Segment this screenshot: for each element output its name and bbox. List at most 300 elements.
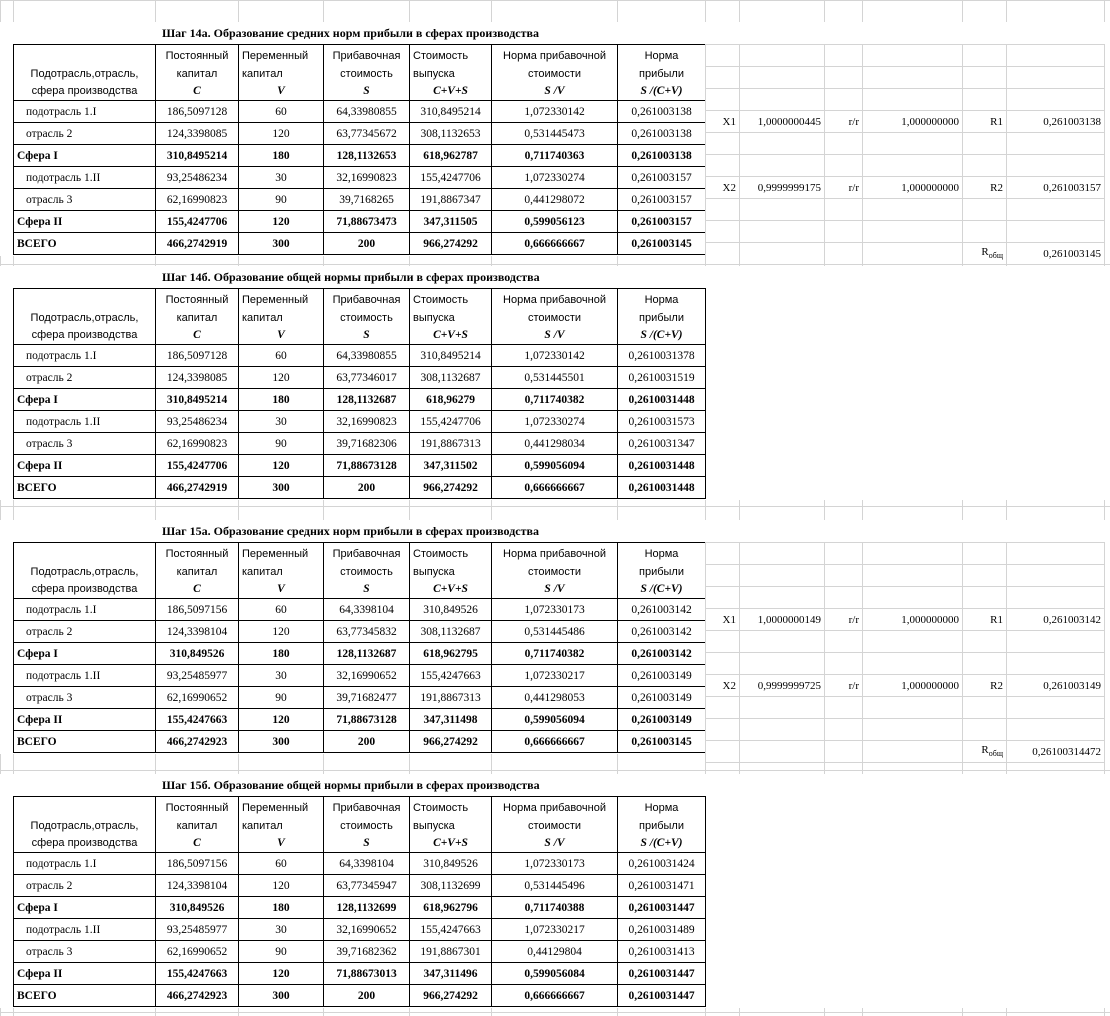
cell-surplus-rate[interactable]: 1,072330217 bbox=[492, 919, 618, 941]
empty-cell[interactable] bbox=[1007, 697, 1105, 719]
row-label[interactable]: Сфера II bbox=[14, 455, 156, 477]
cell-constant-capital[interactable]: 155,4247706 bbox=[156, 455, 239, 477]
cell-profit-rate[interactable]: 0,261003157 bbox=[618, 211, 706, 233]
rr-value[interactable]: 1,000000000 bbox=[863, 111, 963, 133]
empty-cell[interactable] bbox=[825, 45, 863, 67]
cell-variable-capital[interactable]: 180 bbox=[239, 389, 324, 411]
empty-cell[interactable] bbox=[863, 741, 963, 763]
cell-profit-rate[interactable]: 0,261003145 bbox=[618, 233, 706, 255]
cell-output-value[interactable]: 155,4247706 bbox=[410, 167, 492, 189]
cell-profit-rate[interactable]: 0,261003149 bbox=[618, 665, 706, 687]
cell-output-value[interactable]: 966,274292 bbox=[410, 731, 492, 753]
row-label[interactable]: Сфера II bbox=[14, 709, 156, 731]
empty-cell[interactable] bbox=[740, 719, 825, 741]
cell-constant-capital[interactable]: 186,5097128 bbox=[156, 345, 239, 367]
cell-surplus-value[interactable]: 128,1132687 bbox=[324, 643, 410, 665]
cell-surplus-value[interactable]: 39,71682362 bbox=[324, 941, 410, 963]
empty-cell[interactable] bbox=[825, 543, 863, 565]
empty-cell[interactable] bbox=[706, 543, 740, 565]
rr-label[interactable]: r/r bbox=[825, 609, 863, 631]
cell-surplus-rate[interactable]: 0,666666667 bbox=[492, 985, 618, 1007]
empty-cell[interactable] bbox=[863, 133, 963, 155]
empty-cell[interactable] bbox=[1007, 565, 1105, 587]
row-label[interactable]: подотрасль 1.I bbox=[14, 599, 156, 621]
cell-profit-rate[interactable]: 0,2610031447 bbox=[618, 897, 706, 919]
empty-cell[interactable] bbox=[740, 653, 825, 675]
empty-cell[interactable] bbox=[863, 653, 963, 675]
empty-cell[interactable] bbox=[1007, 653, 1105, 675]
empty-cell[interactable] bbox=[825, 133, 863, 155]
x-value[interactable]: 1,0000000149 bbox=[740, 609, 825, 631]
cell-variable-capital[interactable]: 120 bbox=[239, 211, 324, 233]
empty-cell[interactable] bbox=[1007, 631, 1105, 653]
empty-cell[interactable] bbox=[825, 565, 863, 587]
x-label[interactable]: X2 bbox=[706, 675, 740, 697]
empty-cell[interactable] bbox=[706, 155, 740, 177]
empty-cell[interactable] bbox=[825, 243, 863, 265]
cell-profit-rate[interactable]: 0,2610031424 bbox=[618, 853, 706, 875]
cell-surplus-value[interactable]: 63,77345947 bbox=[324, 875, 410, 897]
cell-surplus-rate[interactable]: 0,599056094 bbox=[492, 709, 618, 731]
empty-cell[interactable] bbox=[740, 45, 825, 67]
cell-surplus-rate[interactable]: 0,441298053 bbox=[492, 687, 618, 709]
cell-surplus-rate[interactable]: 1,072330274 bbox=[492, 411, 618, 433]
empty-cell[interactable] bbox=[863, 543, 963, 565]
cell-output-value[interactable]: 308,1132687 bbox=[410, 621, 492, 643]
cell-profit-rate[interactable]: 0,2610031448 bbox=[618, 477, 706, 499]
empty-cell[interactable] bbox=[963, 155, 1007, 177]
empty-cell[interactable] bbox=[706, 719, 740, 741]
cell-constant-capital[interactable]: 155,4247706 bbox=[156, 211, 239, 233]
empty-cell[interactable] bbox=[706, 741, 740, 763]
cell-output-value[interactable]: 966,274292 bbox=[410, 985, 492, 1007]
r-value[interactable]: 0,261003157 bbox=[1007, 177, 1105, 199]
cell-output-value[interactable]: 155,4247706 bbox=[410, 411, 492, 433]
cell-constant-capital[interactable]: 124,3398085 bbox=[156, 367, 239, 389]
cell-constant-capital[interactable]: 186,5097156 bbox=[156, 599, 239, 621]
cell-constant-capital[interactable]: 62,16990823 bbox=[156, 189, 239, 211]
empty-cell[interactable] bbox=[825, 155, 863, 177]
cell-variable-capital[interactable]: 60 bbox=[239, 101, 324, 123]
empty-cell[interactable] bbox=[963, 133, 1007, 155]
row-label[interactable]: Сфера I bbox=[14, 389, 156, 411]
cell-surplus-value[interactable]: 63,77345832 bbox=[324, 621, 410, 643]
x-value[interactable]: 1,0000000445 bbox=[740, 111, 825, 133]
cell-profit-rate[interactable]: 0,2610031471 bbox=[618, 875, 706, 897]
cell-profit-rate[interactable]: 0,2610031347 bbox=[618, 433, 706, 455]
row-label[interactable]: Сфера II bbox=[14, 211, 156, 233]
cell-constant-capital[interactable]: 62,16990652 bbox=[156, 941, 239, 963]
cell-output-value[interactable]: 618,962787 bbox=[410, 145, 492, 167]
cell-surplus-value[interactable]: 63,77345672 bbox=[324, 123, 410, 145]
r-total-label[interactable]: $R_{общ}$ bbox=[963, 741, 1007, 763]
cell-surplus-value[interactable]: 200 bbox=[324, 477, 410, 499]
row-label[interactable]: ВСЕГО bbox=[14, 731, 156, 753]
rr-value[interactable]: 1,000000000 bbox=[863, 177, 963, 199]
x-label[interactable]: X1 bbox=[706, 609, 740, 631]
empty-cell[interactable] bbox=[740, 243, 825, 265]
cell-surplus-rate[interactable]: 0,44129804 bbox=[492, 941, 618, 963]
empty-cell[interactable] bbox=[963, 67, 1007, 89]
cell-constant-capital[interactable]: 124,3398085 bbox=[156, 123, 239, 145]
x-label[interactable]: X2 bbox=[706, 177, 740, 199]
cell-profit-rate[interactable]: 0,261003145 bbox=[618, 731, 706, 753]
cell-profit-rate[interactable]: 0,2610031448 bbox=[618, 455, 706, 477]
cell-surplus-value[interactable]: 71,88673013 bbox=[324, 963, 410, 985]
cell-output-value[interactable]: 310,849526 bbox=[410, 599, 492, 621]
empty-cell[interactable] bbox=[863, 565, 963, 587]
cell-surplus-rate[interactable]: 1,072330217 bbox=[492, 665, 618, 687]
empty-cell[interactable] bbox=[825, 697, 863, 719]
cell-variable-capital[interactable]: 180 bbox=[239, 897, 324, 919]
cell-surplus-rate[interactable]: 1,072330173 bbox=[492, 853, 618, 875]
empty-cell[interactable] bbox=[825, 199, 863, 221]
r-value[interactable]: 0,261003149 bbox=[1007, 675, 1105, 697]
cell-output-value[interactable]: 310,8495214 bbox=[410, 345, 492, 367]
empty-cell[interactable] bbox=[963, 89, 1007, 111]
cell-constant-capital[interactable]: 124,3398104 bbox=[156, 621, 239, 643]
cell-surplus-value[interactable]: 64,33980855 bbox=[324, 101, 410, 123]
empty-cell[interactable] bbox=[740, 697, 825, 719]
cell-variable-capital[interactable]: 300 bbox=[239, 233, 324, 255]
cell-surplus-value[interactable]: 128,1132653 bbox=[324, 145, 410, 167]
cell-constant-capital[interactable]: 310,849526 bbox=[156, 643, 239, 665]
x-label[interactable]: X1 bbox=[706, 111, 740, 133]
row-label[interactable]: отрасль 3 bbox=[14, 941, 156, 963]
cell-surplus-value[interactable]: 39,7168265 bbox=[324, 189, 410, 211]
empty-cell[interactable] bbox=[706, 45, 740, 67]
cell-surplus-rate[interactable]: 0,599056084 bbox=[492, 963, 618, 985]
row-label[interactable]: Сфера I bbox=[14, 145, 156, 167]
r-total-label[interactable]: $R_{общ}$ bbox=[963, 243, 1007, 265]
cell-output-value[interactable]: 618,962795 bbox=[410, 643, 492, 665]
cell-profit-rate[interactable]: 0,261003142 bbox=[618, 643, 706, 665]
empty-cell[interactable] bbox=[1007, 45, 1105, 67]
cell-constant-capital[interactable]: 155,4247663 bbox=[156, 709, 239, 731]
cell-variable-capital[interactable]: 120 bbox=[239, 875, 324, 897]
x-value[interactable]: 0,9999999175 bbox=[740, 177, 825, 199]
cell-surplus-rate[interactable]: 0,531445501 bbox=[492, 367, 618, 389]
cell-surplus-value[interactable]: 39,71682306 bbox=[324, 433, 410, 455]
empty-cell[interactable] bbox=[825, 631, 863, 653]
empty-cell[interactable] bbox=[825, 653, 863, 675]
cell-output-value[interactable]: 191,8867313 bbox=[410, 433, 492, 455]
empty-cell[interactable] bbox=[963, 543, 1007, 565]
empty-cell[interactable] bbox=[740, 155, 825, 177]
cell-output-value[interactable]: 618,96279 bbox=[410, 389, 492, 411]
row-label[interactable]: ВСЕГО bbox=[14, 233, 156, 255]
cell-profit-rate[interactable]: 0,261003157 bbox=[618, 189, 706, 211]
empty-cell[interactable] bbox=[863, 45, 963, 67]
empty-cell[interactable] bbox=[825, 89, 863, 111]
row-label[interactable]: подотрасль 1.I bbox=[14, 345, 156, 367]
row-label[interactable]: Сфера I bbox=[14, 897, 156, 919]
cell-variable-capital[interactable]: 90 bbox=[239, 433, 324, 455]
cell-surplus-rate[interactable]: 0,599056123 bbox=[492, 211, 618, 233]
empty-cell[interactable] bbox=[863, 587, 963, 609]
r-label[interactable]: R1 bbox=[963, 111, 1007, 133]
r-total-value[interactable]: 0,26100314472 bbox=[1007, 741, 1105, 763]
cell-profit-rate[interactable]: 0,261003138 bbox=[618, 145, 706, 167]
cell-surplus-rate[interactable]: 0,666666667 bbox=[492, 731, 618, 753]
empty-cell[interactable] bbox=[706, 221, 740, 243]
cell-constant-capital[interactable]: 186,5097128 bbox=[156, 101, 239, 123]
empty-cell[interactable] bbox=[706, 697, 740, 719]
r-value[interactable]: 0,261003138 bbox=[1007, 111, 1105, 133]
cell-surplus-value[interactable]: 32,16990823 bbox=[324, 167, 410, 189]
empty-cell[interactable] bbox=[740, 587, 825, 609]
empty-cell[interactable] bbox=[863, 67, 963, 89]
cell-profit-rate[interactable]: 0,2610031447 bbox=[618, 963, 706, 985]
cell-surplus-rate[interactable]: 0,599056094 bbox=[492, 455, 618, 477]
cell-constant-capital[interactable]: 93,25486234 bbox=[156, 167, 239, 189]
cell-profit-rate[interactable]: 0,261003142 bbox=[618, 599, 706, 621]
rr-value[interactable]: 1,000000000 bbox=[863, 609, 963, 631]
cell-constant-capital[interactable]: 466,2742919 bbox=[156, 477, 239, 499]
cell-variable-capital[interactable]: 30 bbox=[239, 919, 324, 941]
cell-output-value[interactable]: 966,274292 bbox=[410, 477, 492, 499]
cell-output-value[interactable]: 618,962796 bbox=[410, 897, 492, 919]
row-label[interactable]: отрасль 3 bbox=[14, 433, 156, 455]
cell-output-value[interactable]: 347,311505 bbox=[410, 211, 492, 233]
cell-variable-capital[interactable]: 120 bbox=[239, 123, 324, 145]
cell-constant-capital[interactable]: 62,16990652 bbox=[156, 687, 239, 709]
rr-label[interactable]: r/r bbox=[825, 111, 863, 133]
empty-cell[interactable] bbox=[706, 587, 740, 609]
empty-cell[interactable] bbox=[740, 67, 825, 89]
cell-output-value[interactable]: 155,4247663 bbox=[410, 919, 492, 941]
empty-cell[interactable] bbox=[706, 653, 740, 675]
cell-surplus-rate[interactable]: 0,711740382 bbox=[492, 389, 618, 411]
row-label[interactable]: подотрасль 1.II bbox=[14, 919, 156, 941]
r-total-value[interactable]: 0,261003145 bbox=[1007, 243, 1105, 265]
empty-cell[interactable] bbox=[863, 243, 963, 265]
empty-cell[interactable] bbox=[706, 133, 740, 155]
cell-output-value[interactable]: 347,311496 bbox=[410, 963, 492, 985]
empty-cell[interactable] bbox=[1007, 155, 1105, 177]
empty-cell[interactable] bbox=[825, 587, 863, 609]
cell-constant-capital[interactable]: 155,4247663 bbox=[156, 963, 239, 985]
cell-output-value[interactable]: 191,8867301 bbox=[410, 941, 492, 963]
cell-surplus-rate[interactable]: 0,666666667 bbox=[492, 233, 618, 255]
empty-cell[interactable] bbox=[706, 89, 740, 111]
empty-cell[interactable] bbox=[1007, 543, 1105, 565]
cell-surplus-rate[interactable]: 0,711740363 bbox=[492, 145, 618, 167]
cell-output-value[interactable]: 191,8867313 bbox=[410, 687, 492, 709]
rr-label[interactable]: r/r bbox=[825, 675, 863, 697]
cell-surplus-value[interactable]: 200 bbox=[324, 731, 410, 753]
empty-cell[interactable] bbox=[740, 199, 825, 221]
empty-cell[interactable] bbox=[825, 221, 863, 243]
cell-output-value[interactable]: 308,1132653 bbox=[410, 123, 492, 145]
row-label[interactable]: подотрасль 1.II bbox=[14, 665, 156, 687]
cell-surplus-rate[interactable]: 1,072330274 bbox=[492, 167, 618, 189]
empty-cell[interactable] bbox=[963, 199, 1007, 221]
empty-cell[interactable] bbox=[863, 199, 963, 221]
cell-variable-capital[interactable]: 300 bbox=[239, 477, 324, 499]
cell-constant-capital[interactable]: 93,25485977 bbox=[156, 919, 239, 941]
empty-cell[interactable] bbox=[963, 719, 1007, 741]
empty-cell[interactable] bbox=[1007, 719, 1105, 741]
empty-cell[interactable] bbox=[1007, 587, 1105, 609]
cell-profit-rate[interactable]: 0,261003142 bbox=[618, 621, 706, 643]
cell-surplus-value[interactable]: 32,16990652 bbox=[324, 665, 410, 687]
x-value[interactable]: 0,9999999725 bbox=[740, 675, 825, 697]
cell-surplus-rate[interactable]: 0,531445473 bbox=[492, 123, 618, 145]
cell-profit-rate[interactable]: 0,2610031573 bbox=[618, 411, 706, 433]
empty-cell[interactable] bbox=[825, 719, 863, 741]
cell-variable-capital[interactable]: 30 bbox=[239, 167, 324, 189]
row-label[interactable]: подотрасль 1.II bbox=[14, 167, 156, 189]
empty-cell[interactable] bbox=[740, 565, 825, 587]
row-label[interactable]: отрасль 2 bbox=[14, 123, 156, 145]
cell-surplus-rate[interactable]: 0,711740388 bbox=[492, 897, 618, 919]
cell-surplus-rate[interactable]: 0,531445496 bbox=[492, 875, 618, 897]
row-label[interactable]: отрасль 2 bbox=[14, 875, 156, 897]
cell-variable-capital[interactable]: 60 bbox=[239, 853, 324, 875]
empty-cell[interactable] bbox=[706, 243, 740, 265]
row-label[interactable]: Сфера II bbox=[14, 963, 156, 985]
empty-cell[interactable] bbox=[1007, 221, 1105, 243]
cell-variable-capital[interactable]: 30 bbox=[239, 411, 324, 433]
empty-cell[interactable] bbox=[963, 697, 1007, 719]
cell-output-value[interactable]: 155,4247663 bbox=[410, 665, 492, 687]
empty-cell[interactable] bbox=[963, 587, 1007, 609]
cell-profit-rate[interactable]: 0,2610031519 bbox=[618, 367, 706, 389]
cell-constant-capital[interactable]: 93,25486234 bbox=[156, 411, 239, 433]
empty-cell[interactable] bbox=[740, 133, 825, 155]
cell-surplus-value[interactable]: 32,16990823 bbox=[324, 411, 410, 433]
row-label[interactable]: ВСЕГО bbox=[14, 985, 156, 1007]
cell-variable-capital[interactable]: 180 bbox=[239, 145, 324, 167]
empty-cell[interactable] bbox=[706, 631, 740, 653]
cell-constant-capital[interactable]: 124,3398104 bbox=[156, 875, 239, 897]
row-label[interactable]: Сфера I bbox=[14, 643, 156, 665]
empty-cell[interactable] bbox=[863, 719, 963, 741]
empty-cell[interactable] bbox=[863, 155, 963, 177]
cell-variable-capital[interactable]: 120 bbox=[239, 455, 324, 477]
cell-constant-capital[interactable]: 466,2742923 bbox=[156, 731, 239, 753]
cell-variable-capital[interactable]: 300 bbox=[239, 985, 324, 1007]
cell-surplus-value[interactable]: 64,3398104 bbox=[324, 599, 410, 621]
empty-cell[interactable] bbox=[706, 199, 740, 221]
cell-variable-capital[interactable]: 180 bbox=[239, 643, 324, 665]
cell-profit-rate[interactable]: 0,261003149 bbox=[618, 687, 706, 709]
r-label[interactable]: R2 bbox=[963, 675, 1007, 697]
cell-surplus-rate[interactable]: 0,441298072 bbox=[492, 189, 618, 211]
cell-constant-capital[interactable]: 310,849526 bbox=[156, 897, 239, 919]
empty-cell[interactable] bbox=[740, 741, 825, 763]
row-label[interactable]: подотрасль 1.I bbox=[14, 101, 156, 123]
cell-surplus-value[interactable]: 71,88673128 bbox=[324, 709, 410, 731]
empty-cell[interactable] bbox=[863, 221, 963, 243]
cell-constant-capital[interactable]: 466,2742919 bbox=[156, 233, 239, 255]
cell-profit-rate[interactable]: 0,2610031489 bbox=[618, 919, 706, 941]
cell-constant-capital[interactable]: 93,25485977 bbox=[156, 665, 239, 687]
cell-output-value[interactable]: 310,849526 bbox=[410, 853, 492, 875]
cell-constant-capital[interactable]: 466,2742923 bbox=[156, 985, 239, 1007]
cell-variable-capital[interactable]: 60 bbox=[239, 599, 324, 621]
cell-profit-rate[interactable]: 0,2610031447 bbox=[618, 985, 706, 1007]
cell-profit-rate[interactable]: 0,261003157 bbox=[618, 167, 706, 189]
rr-value[interactable]: 1,000000000 bbox=[863, 675, 963, 697]
empty-cell[interactable] bbox=[863, 89, 963, 111]
cell-constant-capital[interactable]: 310,8495214 bbox=[156, 389, 239, 411]
cell-surplus-rate[interactable]: 0,441298034 bbox=[492, 433, 618, 455]
cell-surplus-value[interactable]: 63,77346017 bbox=[324, 367, 410, 389]
cell-surplus-value[interactable]: 64,3398104 bbox=[324, 853, 410, 875]
cell-output-value[interactable]: 347,311502 bbox=[410, 455, 492, 477]
empty-cell[interactable] bbox=[1007, 67, 1105, 89]
cell-output-value[interactable]: 347,311498 bbox=[410, 709, 492, 731]
cell-surplus-rate[interactable]: 1,072330142 bbox=[492, 345, 618, 367]
empty-cell[interactable] bbox=[863, 697, 963, 719]
cell-surplus-value[interactable]: 32,16990652 bbox=[324, 919, 410, 941]
cell-variable-capital[interactable]: 90 bbox=[239, 189, 324, 211]
empty-cell[interactable] bbox=[963, 45, 1007, 67]
cell-surplus-value[interactable]: 71,88673128 bbox=[324, 455, 410, 477]
rr-label[interactable]: r/r bbox=[825, 177, 863, 199]
cell-variable-capital[interactable]: 30 bbox=[239, 665, 324, 687]
cell-profit-rate[interactable]: 0,261003138 bbox=[618, 123, 706, 145]
empty-cell[interactable] bbox=[740, 89, 825, 111]
cell-output-value[interactable]: 310,8495214 bbox=[410, 101, 492, 123]
empty-cell[interactable] bbox=[963, 653, 1007, 675]
cell-variable-capital[interactable]: 60 bbox=[239, 345, 324, 367]
cell-output-value[interactable]: 308,1132699 bbox=[410, 875, 492, 897]
cell-surplus-rate[interactable]: 0,666666667 bbox=[492, 477, 618, 499]
cell-output-value[interactable]: 966,274292 bbox=[410, 233, 492, 255]
empty-cell[interactable] bbox=[963, 565, 1007, 587]
cell-variable-capital[interactable]: 120 bbox=[239, 709, 324, 731]
row-label[interactable]: подотрасль 1.I bbox=[14, 853, 156, 875]
r-value[interactable]: 0,261003142 bbox=[1007, 609, 1105, 631]
cell-surplus-value[interactable]: 128,1132687 bbox=[324, 389, 410, 411]
cell-surplus-value[interactable]: 71,88673473 bbox=[324, 211, 410, 233]
row-label[interactable]: отрасль 2 bbox=[14, 621, 156, 643]
cell-variable-capital[interactable]: 90 bbox=[239, 687, 324, 709]
row-label[interactable]: отрасль 3 bbox=[14, 189, 156, 211]
cell-output-value[interactable]: 308,1132687 bbox=[410, 367, 492, 389]
row-label[interactable]: отрасль 2 bbox=[14, 367, 156, 389]
cell-output-value[interactable]: 191,8867347 bbox=[410, 189, 492, 211]
empty-cell[interactable] bbox=[1007, 133, 1105, 155]
empty-cell[interactable] bbox=[740, 221, 825, 243]
cell-surplus-rate[interactable]: 0,531445486 bbox=[492, 621, 618, 643]
cell-surplus-rate[interactable]: 1,072330142 bbox=[492, 101, 618, 123]
cell-variable-capital[interactable]: 120 bbox=[239, 367, 324, 389]
cell-surplus-value[interactable]: 200 bbox=[324, 233, 410, 255]
cell-constant-capital[interactable]: 62,16990823 bbox=[156, 433, 239, 455]
cell-constant-capital[interactable]: 186,5097156 bbox=[156, 853, 239, 875]
cell-profit-rate[interactable]: 0,2610031448 bbox=[618, 389, 706, 411]
empty-cell[interactable] bbox=[706, 67, 740, 89]
r-label[interactable]: R2 bbox=[963, 177, 1007, 199]
cell-surplus-rate[interactable]: 1,072330173 bbox=[492, 599, 618, 621]
cell-constant-capital[interactable]: 310,8495214 bbox=[156, 145, 239, 167]
empty-cell[interactable] bbox=[740, 631, 825, 653]
cell-variable-capital[interactable]: 120 bbox=[239, 963, 324, 985]
empty-cell[interactable] bbox=[825, 67, 863, 89]
row-label[interactable]: подотрасль 1.II bbox=[14, 411, 156, 433]
cell-surplus-rate[interactable]: 0,711740382 bbox=[492, 643, 618, 665]
empty-cell[interactable] bbox=[740, 543, 825, 565]
empty-cell[interactable] bbox=[963, 221, 1007, 243]
empty-cell[interactable] bbox=[706, 565, 740, 587]
empty-cell[interactable] bbox=[825, 741, 863, 763]
empty-cell[interactable] bbox=[1007, 199, 1105, 221]
cell-surplus-value[interactable]: 200 bbox=[324, 985, 410, 1007]
